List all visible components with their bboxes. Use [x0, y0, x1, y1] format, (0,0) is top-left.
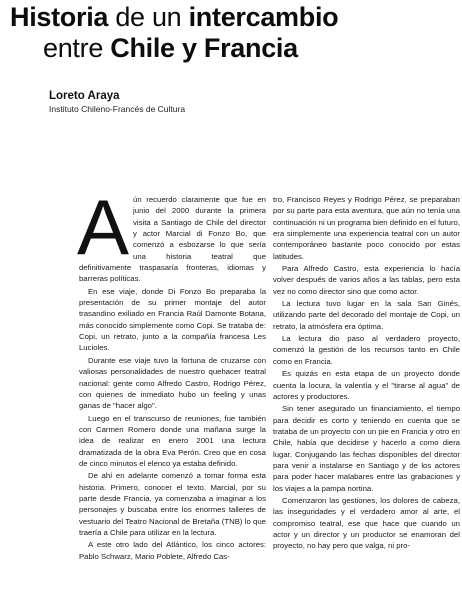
paragraph: De ahí en adelante comenzó a tomar forma esta historia. Primero, conocer el texto. Marcial, por su parte desde Francia, ya comenzaba a imaginar a los personajes y buscaba entre los enormes talleres de vestuario del Teatro Nacional de Bretaña (TNB) lo que traería a Chile para utilizar en la lectura.: [79, 471, 266, 537]
title-words-chile-y-francia: Chile y Francia: [110, 33, 298, 63]
paragraph: Comenzaron las gestiones, los dolores de cabeza, las inseguridades y el verdadero amor al arte, el compromiso teatral, ese que hace que cuando un actor y un director y un productor se enamoran del proyecto, no hay pero que valga, ni pro-: [273, 495, 460, 551]
title-word-entre: entre: [43, 33, 111, 63]
paragraph: Sin tener asegurado un financiamiento, el tiempo para decidir es corto y teniendo en cuenta que se trataba de un proyecto con un pie en Francia y otro en Chile, había que decidirse y hacerlo a como diera lugar. Conjugando las fechas disponibles del director para venir a instalarse en Santiago y de los actores para poder hacer malabares entre las grabaciones y los viajes a la pampa nortina.: [273, 404, 460, 493]
article-title: [10, 2, 455, 64]
drop-cap: A: [77, 183, 130, 271]
title-word-de-un: de un: [108, 2, 189, 32]
author-affiliation: Instituto Chileno-Francés de Cultura: [49, 104, 186, 114]
paragraph: La lectura tuvo lugar en la sala San Ginés, utilizando parte del decorado del montaje de Copi, un retrato, la atmósfera era óptima.: [273, 299, 460, 331]
paragraph: En ese viaje, donde Di Fonzo Bo preparaba la presentación de su primer montaje del autor trasandino exiliado en Francia Raúl Damonte Botana, más conocido simplemente como Copi. Se trataba de: Copi, un retrato, junto a la compañía francesa Les Lucioles.: [79, 286, 266, 353]
author-name: Loreto Araya: [49, 90, 120, 102]
text-column-left: [77, 183, 266, 563]
text-column-right: [273, 194, 460, 553]
paragraph-text: ún recuerdo claramente que fue en junio del 2000 durante la primera visita a Santiago de Chile del director y actor Marcial di Fonzo Bo, que comenzó a esbozarse lo que sería una historia teatral que definitivamente traspasaría fronteras, idiomas y barreras políticas.: [79, 195, 266, 284]
paragraph: A este otro lado del Atlántico, los cinco actores: Pablo Schwarz, Mario Poblete, Alfredo Cas-: [79, 540, 266, 561]
title-line-2: [10, 33, 455, 64]
paragraph: Para Alfredo Castro, esta experiencia lo hacía volver después de varios años a las tablas, pero esta vez no como director sino que como actor.: [273, 264, 460, 296]
paragraph: [77, 183, 266, 285]
paragraph: Luego en el transcurso de reuniones, fue también con Carmen Romero donde una mañana surge la idea de realizar en enero 2001 una lectura dramatizada de la obra Eva Perón. Creo que en cosa de cinco minutos el elenco ya estaba definido.: [79, 413, 266, 468]
paragraph: La lectura dio paso al verdadero proyecto, comenzó la gestión de los recursos tanto en Chile como en Francia.: [273, 334, 460, 366]
paragraph: Durante ese viaje tuvo la fortuna de cruzarse con valiosas personalidades de nuestro quehacer teatral nacional: gente como Alfredo Castro, Rodrigo Pérez, con quienes de inmediato hubo un feeling y unas ganas de "hacer algo".: [79, 355, 266, 411]
paragraph: tro, Francisco Reyes y Rodrigo Pérez, se preparaban por su parte para esta aventura, que aún no tenía una continuación ni un programa bien definido en el futuro, era simplemente una experiencia teatral con un autor contemporáneo bastante poco conocido por estas latitudes.: [273, 195, 460, 261]
title-line-1: [10, 2, 455, 33]
paragraph: Es quizás en esta etapa de un proyecto donde cuenta la locura, la valentía y el "tirarse al agua" de actores y productores.: [273, 369, 460, 401]
title-word-historia: Historia: [10, 2, 109, 32]
title-word-intercambio: intercambio: [188, 2, 339, 32]
